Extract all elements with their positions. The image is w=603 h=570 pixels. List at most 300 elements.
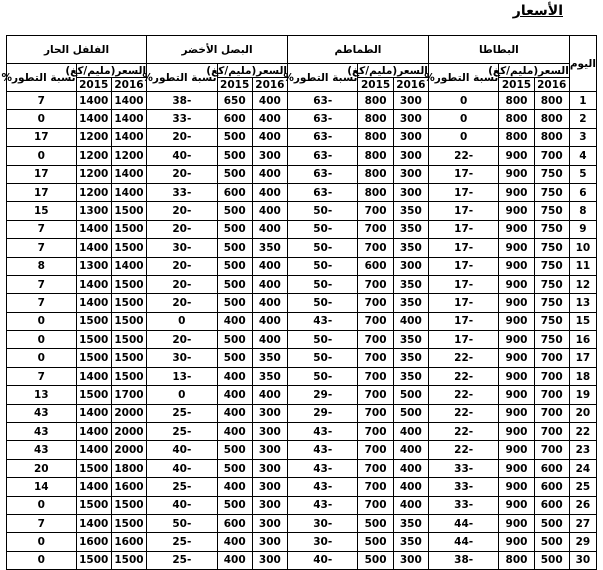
day-cell: 5 [569, 165, 596, 183]
price-cell: 350 [252, 349, 287, 367]
price-cell: 500 [217, 239, 252, 257]
price-cell: 900 [499, 331, 534, 349]
year-header: 2016 [252, 78, 287, 92]
price-cell: 1200 [76, 147, 111, 165]
change-cell: -33 [147, 110, 217, 128]
table-row [7, 386, 597, 404]
price-cell: 300 [252, 423, 287, 441]
table-row [7, 128, 597, 146]
table-row [7, 202, 597, 220]
price-cell: 1400 [76, 239, 111, 257]
price-cell: 1500 [111, 294, 146, 312]
change-cell: -30 [147, 349, 217, 367]
price-cell: 300 [252, 147, 287, 165]
price-cell: 600 [217, 514, 252, 532]
price-cell: 1600 [111, 533, 146, 551]
change-cell: -33 [147, 183, 217, 201]
price-cell: 400 [252, 312, 287, 330]
table-row [7, 441, 597, 459]
change-cell: 7 [7, 220, 77, 238]
price-cell: 500 [217, 257, 252, 275]
price-cell: 900 [499, 239, 534, 257]
price-cell: 500 [534, 533, 569, 551]
price-cell: 350 [393, 514, 428, 532]
price-header: السعر(مليم/كغ) [488, 64, 569, 77]
price-cell: 1500 [111, 202, 146, 220]
change-cell: 43 [7, 423, 77, 441]
price-cell: 300 [252, 551, 287, 569]
table-body [7, 92, 597, 570]
day-cell: 29 [569, 533, 596, 551]
day-cell: 25 [569, 478, 596, 496]
day-cell: 9 [569, 220, 596, 238]
page-title: الأسعار [512, 3, 563, 19]
price-cell: 1700 [111, 386, 146, 404]
price-cell: 300 [252, 441, 287, 459]
price-cell: 500 [217, 128, 252, 146]
change-cell: -40 [147, 147, 217, 165]
price-cell: 1500 [111, 312, 146, 330]
price-cell: 800 [358, 147, 393, 165]
table-row [7, 312, 597, 330]
price-cell: 800 [499, 92, 534, 110]
day-cell: 2 [569, 110, 596, 128]
change-cell: -22 [428, 423, 498, 441]
price-cell: 900 [499, 294, 534, 312]
price-cell: 700 [534, 386, 569, 404]
price-cell: 400 [217, 367, 252, 385]
price-cell: 400 [393, 478, 428, 496]
change-cell: -33 [428, 478, 498, 496]
price-cell: 500 [217, 331, 252, 349]
price-cell: 2000 [111, 423, 146, 441]
year-header: 2015 [217, 78, 252, 92]
year-header: 2015 [358, 78, 393, 92]
change-cell: -50 [288, 367, 358, 385]
price-cell: 900 [499, 404, 534, 422]
price-cell: 1500 [76, 386, 111, 404]
price-cell: 700 [358, 275, 393, 293]
table-row [7, 147, 597, 165]
price-cell: 700 [358, 202, 393, 220]
price-cell: 650 [217, 92, 252, 110]
change-cell: -17 [428, 275, 498, 293]
price-cell: 300 [393, 147, 428, 165]
change-cell: -13 [147, 367, 217, 385]
price-cell: 700 [358, 312, 393, 330]
price-header: السعر(مليم/كغ) [347, 64, 428, 77]
change-cell: -50 [288, 275, 358, 293]
change-cell: -22 [428, 404, 498, 422]
price-cell: 1500 [76, 551, 111, 569]
price-cell: 700 [358, 294, 393, 312]
change-cell: 8 [7, 257, 77, 275]
change-cell: -50 [147, 514, 217, 532]
price-cell: 1500 [111, 220, 146, 238]
potato-header: البطاطا [428, 36, 569, 64]
price-cell: 750 [534, 331, 569, 349]
price-cell: 700 [358, 496, 393, 514]
change-cell: 0 [7, 312, 77, 330]
price-cell: 400 [217, 312, 252, 330]
table-row [7, 533, 597, 551]
change-cell: -25 [147, 423, 217, 441]
change-cell: -43 [288, 478, 358, 496]
day-header: اليوم [569, 36, 596, 92]
price-cell: 1400 [111, 165, 146, 183]
change-cell: -17 [428, 331, 498, 349]
price-cell: 350 [393, 202, 428, 220]
table-row [7, 165, 597, 183]
change-cell: -22 [428, 147, 498, 165]
price-cell: 1500 [76, 331, 111, 349]
price-cell: 900 [499, 257, 534, 275]
price-cell: 1600 [111, 478, 146, 496]
change-cell: 17 [7, 128, 77, 146]
change-cell: -30 [288, 514, 358, 532]
change-cell: 13 [7, 386, 77, 404]
change-cell: -50 [288, 202, 358, 220]
change-cell: -50 [288, 331, 358, 349]
price-cell: 400 [393, 496, 428, 514]
change-cell: 7 [7, 92, 77, 110]
price-cell: 1400 [76, 404, 111, 422]
price-cell: 350 [252, 367, 287, 385]
change-cell: -20 [147, 257, 217, 275]
price-cell: 1400 [76, 92, 111, 110]
price-cell: 750 [534, 220, 569, 238]
price-cell: 900 [499, 165, 534, 183]
price-cell: 300 [393, 92, 428, 110]
price-cell: 400 [252, 386, 287, 404]
price-cell: 900 [499, 459, 534, 477]
price-cell: 300 [252, 459, 287, 477]
price-cell: 1200 [76, 128, 111, 146]
price-cell: 900 [499, 147, 534, 165]
table-row [7, 404, 597, 422]
day-cell: 3 [569, 128, 596, 146]
change-cell: -43 [288, 312, 358, 330]
change-cell: -22 [428, 367, 498, 385]
table-row [7, 367, 597, 385]
change-cell: -20 [147, 331, 217, 349]
price-cell: 900 [499, 349, 534, 367]
price-cell: 800 [534, 92, 569, 110]
price-cell: 500 [217, 147, 252, 165]
price-cell: 1400 [111, 128, 146, 146]
price-cell: 600 [534, 478, 569, 496]
price-cell: 1400 [111, 110, 146, 128]
change-cell: -63 [288, 165, 358, 183]
price-cell: 400 [393, 423, 428, 441]
change-cell: -22 [428, 386, 498, 404]
price-cell: 500 [393, 386, 428, 404]
price-cell: 350 [393, 349, 428, 367]
change-cell: -43 [288, 423, 358, 441]
price-cell: 750 [534, 312, 569, 330]
price-cell: 900 [499, 202, 534, 220]
price-cell: 400 [252, 128, 287, 146]
price-cell: 1400 [76, 220, 111, 238]
day-cell: 12 [569, 275, 596, 293]
change-cell: -43 [288, 496, 358, 514]
day-cell: 30 [569, 551, 596, 569]
change-cell: -50 [288, 220, 358, 238]
change-cell: 0 [7, 551, 77, 569]
change-cell: -40 [147, 441, 217, 459]
price-cell: 900 [499, 386, 534, 404]
price-cell: 1500 [76, 459, 111, 477]
table-row [7, 423, 597, 441]
price-cell: 700 [358, 386, 393, 404]
day-cell: 22 [569, 423, 596, 441]
change-cell: 7 [7, 367, 77, 385]
change-header: نسبة التطور% [288, 64, 358, 92]
change-cell: -17 [428, 220, 498, 238]
price-cell: 1400 [76, 514, 111, 532]
change-cell: -40 [147, 496, 217, 514]
price-cell: 1400 [76, 441, 111, 459]
change-cell: 0 [7, 496, 77, 514]
price-cell: 350 [393, 367, 428, 385]
price-cell: 1500 [111, 496, 146, 514]
price-cell: 600 [217, 183, 252, 201]
change-cell: 0 [428, 92, 498, 110]
change-cell: 0 [7, 110, 77, 128]
change-header: نسبة التطور% [7, 64, 77, 92]
price-cell: 500 [217, 275, 252, 293]
table-row [7, 478, 597, 496]
price-cell: 800 [499, 128, 534, 146]
table-row [7, 110, 597, 128]
price-cell: 350 [393, 220, 428, 238]
price-cell: 700 [534, 404, 569, 422]
price-cell: 350 [393, 533, 428, 551]
price-cell: 700 [534, 349, 569, 367]
change-cell: 0 [428, 110, 498, 128]
change-cell: -20 [147, 128, 217, 146]
price-cell: 800 [499, 551, 534, 569]
change-cell: -25 [147, 533, 217, 551]
change-cell: -29 [288, 386, 358, 404]
day-cell: 1 [569, 92, 596, 110]
price-cell: 750 [534, 239, 569, 257]
price-cell: 900 [499, 220, 534, 238]
price-cell: 1500 [111, 275, 146, 293]
change-cell: -50 [288, 257, 358, 275]
price-cell: 1500 [76, 349, 111, 367]
price-cell: 1500 [111, 551, 146, 569]
day-cell: 23 [569, 441, 596, 459]
price-cell: 400 [217, 551, 252, 569]
change-cell: 0 [428, 128, 498, 146]
price-cell: 900 [499, 514, 534, 532]
change-cell: 0 [7, 147, 77, 165]
change-cell: 17 [7, 165, 77, 183]
price-cell: 500 [217, 294, 252, 312]
year-header: 2016 [111, 78, 146, 92]
price-cell: 300 [393, 551, 428, 569]
price-cell: 350 [393, 275, 428, 293]
price-cell: 700 [534, 423, 569, 441]
price-cell: 500 [358, 551, 393, 569]
day-cell: 8 [569, 202, 596, 220]
price-cell: 600 [534, 496, 569, 514]
table-row [7, 294, 597, 312]
price-cell: 400 [252, 202, 287, 220]
change-cell: -44 [428, 514, 498, 532]
tomato-header: الطماطم [288, 36, 429, 64]
price-cell: 700 [358, 478, 393, 496]
price-cell: 350 [393, 294, 428, 312]
day-cell: 27 [569, 514, 596, 532]
table-row [7, 331, 597, 349]
price-cell: 750 [534, 165, 569, 183]
price-cell: 500 [358, 514, 393, 532]
price-cell: 300 [252, 404, 287, 422]
change-cell: -43 [288, 459, 358, 477]
price-cell: 400 [217, 533, 252, 551]
price-header: السعر(مليم/كغ) [65, 64, 147, 77]
price-cell: 500 [217, 459, 252, 477]
change-cell: -20 [147, 275, 217, 293]
change-cell: -20 [147, 220, 217, 238]
change-cell: -63 [288, 128, 358, 146]
price-cell: 400 [252, 331, 287, 349]
change-cell: -40 [288, 551, 358, 569]
change-cell: -17 [428, 239, 498, 257]
table-row [7, 551, 597, 569]
price-cell: 500 [217, 202, 252, 220]
change-cell: -63 [288, 183, 358, 201]
price-cell: 400 [393, 459, 428, 477]
day-cell: 18 [569, 367, 596, 385]
change-cell: -20 [147, 165, 217, 183]
price-cell: 300 [252, 478, 287, 496]
day-cell: 24 [569, 459, 596, 477]
price-cell: 600 [534, 459, 569, 477]
price-cell: 500 [534, 551, 569, 569]
price-cell: 1800 [111, 459, 146, 477]
price-header: السعر(مليم/كغ) [206, 64, 287, 77]
change-cell: 0 [7, 331, 77, 349]
price-cell: 400 [252, 165, 287, 183]
price-cell: 700 [534, 147, 569, 165]
change-cell: 17 [7, 183, 77, 201]
price-cell: 1200 [76, 183, 111, 201]
price-cell: 300 [393, 110, 428, 128]
change-cell: 43 [7, 404, 77, 422]
change-cell: 7 [7, 239, 77, 257]
table-row [7, 275, 597, 293]
price-cell: 800 [358, 128, 393, 146]
price-cell: 400 [217, 404, 252, 422]
price-cell: 1300 [76, 202, 111, 220]
price-cell: 400 [252, 275, 287, 293]
price-cell: 800 [358, 183, 393, 201]
price-cell: 750 [534, 257, 569, 275]
price-cell: 400 [393, 441, 428, 459]
change-cell: -17 [428, 183, 498, 201]
change-cell: 14 [7, 478, 77, 496]
change-cell: -30 [147, 239, 217, 257]
price-cell: 1400 [111, 257, 146, 275]
price-cell: 700 [358, 423, 393, 441]
price-cell: 700 [358, 459, 393, 477]
price-cell: 300 [252, 533, 287, 551]
price-cell: 1500 [76, 312, 111, 330]
table-row [7, 92, 597, 110]
price-cell: 1500 [111, 331, 146, 349]
change-cell: 7 [7, 514, 77, 532]
change-cell: -43 [288, 441, 358, 459]
price-cell: 700 [358, 239, 393, 257]
change-cell: 0 [7, 533, 77, 551]
price-cell: 700 [358, 404, 393, 422]
price-cell: 700 [358, 220, 393, 238]
price-cell: 1400 [111, 92, 146, 110]
green-onion-header: البصل الأخضر [147, 36, 288, 64]
day-cell: 11 [569, 257, 596, 275]
change-cell: 43 [7, 441, 77, 459]
price-cell: 1500 [111, 239, 146, 257]
price-cell: 500 [393, 404, 428, 422]
change-cell: -50 [288, 349, 358, 367]
price-cell: 700 [358, 441, 393, 459]
price-cell: 900 [499, 312, 534, 330]
price-cell: 800 [499, 110, 534, 128]
price-cell: 350 [393, 239, 428, 257]
day-cell: 6 [569, 183, 596, 201]
table-row [7, 183, 597, 201]
price-cell: 400 [252, 220, 287, 238]
change-cell: -44 [428, 533, 498, 551]
price-cell: 500 [217, 441, 252, 459]
price-cell: 700 [534, 367, 569, 385]
change-cell: 7 [7, 275, 77, 293]
table-row [7, 220, 597, 238]
price-cell: 400 [252, 110, 287, 128]
price-cell: 900 [499, 496, 534, 514]
change-cell: -25 [147, 478, 217, 496]
change-cell: -38 [428, 551, 498, 569]
price-cell: 700 [358, 367, 393, 385]
price-cell: 400 [252, 257, 287, 275]
table-row [7, 496, 597, 514]
table-row [7, 239, 597, 257]
change-cell: -20 [147, 202, 217, 220]
change-cell: -17 [428, 294, 498, 312]
day-cell: 20 [569, 404, 596, 422]
year-header: 2015 [76, 78, 111, 92]
price-cell: 750 [534, 183, 569, 201]
change-cell: -33 [428, 459, 498, 477]
change-cell: 0 [147, 386, 217, 404]
price-cell: 1300 [76, 257, 111, 275]
price-cell: 1400 [76, 367, 111, 385]
change-cell: -63 [288, 110, 358, 128]
price-cell: 1400 [76, 275, 111, 293]
price-cell: 300 [393, 128, 428, 146]
price-cell: 400 [252, 92, 287, 110]
change-cell: -22 [428, 349, 498, 367]
price-cell: 1400 [76, 110, 111, 128]
price-cell: 700 [358, 349, 393, 367]
price-cell: 700 [358, 331, 393, 349]
price-cell: 400 [252, 183, 287, 201]
price-cell: 900 [499, 533, 534, 551]
day-cell: 17 [569, 349, 596, 367]
